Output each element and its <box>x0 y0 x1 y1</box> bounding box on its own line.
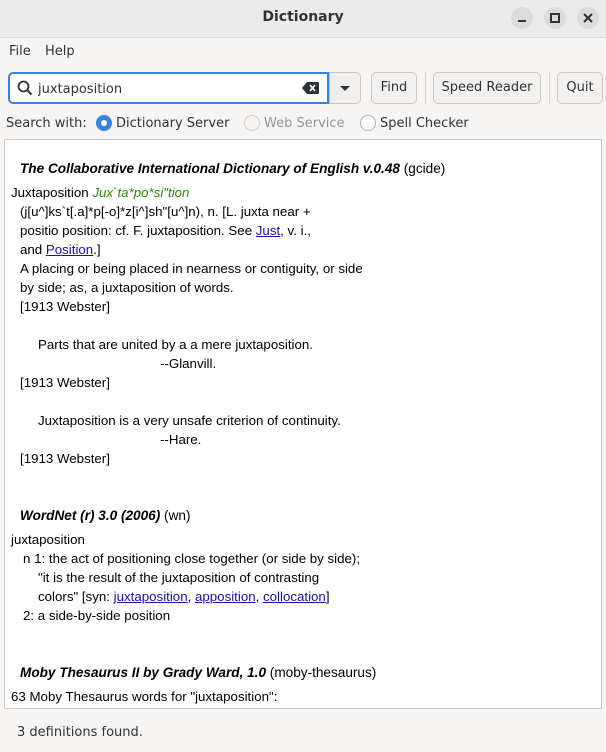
headword: juxtaposition <box>11 532 85 547</box>
def-text <box>20 223 311 238</box>
minimize-icon <box>516 12 528 24</box>
def-text: , <box>255 589 263 604</box>
search-icon <box>17 80 33 96</box>
def-text: positio position: cf. F. juxtaposition. See <box>20 223 256 238</box>
source-name: The Collaborative International Dictionary of English v.0.48 <box>20 161 400 176</box>
radio-spell-checker[interactable] <box>360 115 376 131</box>
quote: Juxtaposition is a very unsafe criterion of continuity. <box>38 413 341 428</box>
speed-reader-button[interactable]: Speed Reader <box>433 72 541 104</box>
radio-label-spell-checker[interactable]: Spell Checker <box>380 116 469 131</box>
source-code: (moby-thesaurus) <box>269 665 377 680</box>
title-bar <box>0 0 606 37</box>
radio-dictionary-server[interactable] <box>96 115 112 131</box>
quote: Parts that are united by a a mere juxtaposition. <box>38 337 313 352</box>
citation: [1913 Webster] <box>20 299 110 314</box>
search-input[interactable] <box>38 79 293 99</box>
source-code: (wn) <box>164 508 191 523</box>
source-header-moby <box>20 665 376 680</box>
quote-author: --Hare. <box>160 432 202 447</box>
menu-file[interactable]: File <box>9 44 31 59</box>
def-text: , <box>187 589 195 604</box>
search-field[interactable] <box>8 72 329 104</box>
def-text: n 1: the act of positioning close together (or side by side); <box>23 551 361 566</box>
def-text: A placing or being placed in nearness or contiguity, or side <box>20 261 363 276</box>
headword-line <box>11 185 189 200</box>
history-dropdown-button[interactable] <box>329 72 361 104</box>
maximize-icon <box>549 12 561 24</box>
definition-view[interactable] <box>4 139 602 709</box>
clear-icon[interactable] <box>302 81 320 95</box>
def-text: (j[u^]ks`t[.a]*p[-o]*z[i^]sh"[u^]n), n. [L. juxta near + <box>20 204 311 219</box>
minimize-button[interactable] <box>511 7 533 29</box>
search-with-label: Search with: <box>6 116 87 131</box>
link-syn-apposition[interactable]: apposition <box>194 589 256 604</box>
def-text: 2: a side-by-side position <box>23 608 171 623</box>
link-syn-collocation[interactable]: collocation <box>263 589 326 604</box>
maximize-button[interactable] <box>544 7 566 29</box>
menu-help[interactable]: Help <box>45 44 75 59</box>
def-text: and <box>20 242 46 257</box>
menu-bar <box>0 37 606 64</box>
chevron-down-icon <box>339 85 351 93</box>
link-just[interactable]: Just <box>255 223 281 238</box>
radio-label-web-service: Web Service <box>264 116 345 131</box>
radio-label-dictionary-server[interactable]: Dictionary Server <box>116 116 230 131</box>
citation: [1913 Webster] <box>20 451 110 466</box>
def-text <box>38 589 330 604</box>
close-button[interactable] <box>577 7 599 29</box>
link-syn-juxtaposition[interactable]: juxtaposition <box>113 589 188 604</box>
link-position[interactable]: Position <box>45 242 94 257</box>
quit-button[interactable]: Quit <box>557 72 603 104</box>
status-bar: 3 definitions found. <box>17 725 143 740</box>
def-text: , v. i., <box>280 223 311 238</box>
source-header-wn <box>20 508 190 523</box>
close-icon <box>582 12 594 24</box>
citation: [1913 Webster] <box>20 375 110 390</box>
def-text: 63 Moby Thesaurus words for "juxtaposition": <box>11 689 278 704</box>
def-text: colors" [syn: <box>38 589 114 604</box>
headword: Juxtaposition <box>11 185 89 200</box>
def-text <box>20 242 101 257</box>
window-title: Dictionary <box>262 9 344 25</box>
def-text: "it is the result of the juxtaposition of contrasting <box>38 570 320 585</box>
toolbar-separator <box>425 72 426 104</box>
source-name: Moby Thesaurus II by Grady Ward, 1.0 <box>20 665 267 680</box>
quote-author: --Glanvill. <box>160 356 217 371</box>
pronunciation: Jux`ta*po*si"tion <box>92 185 190 200</box>
def-text: by side; as, a juxtaposition of words. <box>20 280 234 295</box>
source-name: WordNet (r) 3.0 (2006) <box>20 508 161 523</box>
def-text: .] <box>93 242 101 257</box>
find-button[interactable]: Find <box>371 72 417 104</box>
source-code: (gcide) <box>403 161 446 176</box>
radio-web-service <box>244 115 260 131</box>
toolbar-separator <box>549 72 550 104</box>
def-text: ] <box>325 589 330 604</box>
source-header-gcide <box>20 161 445 176</box>
